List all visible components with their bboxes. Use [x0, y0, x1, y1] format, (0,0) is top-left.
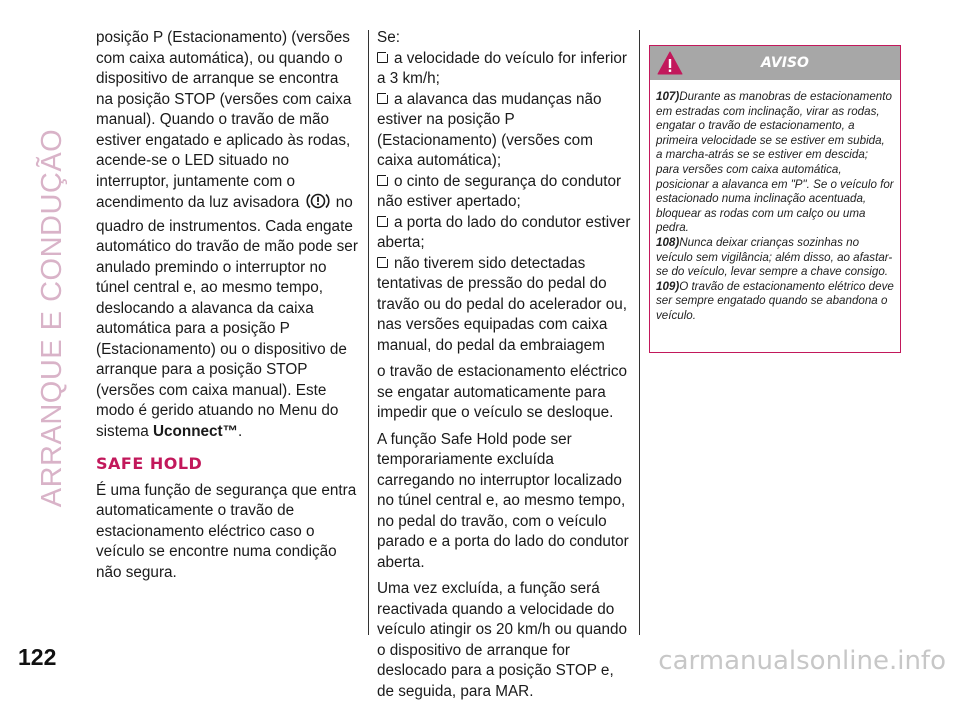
checkbox-bullet-icon: [377, 216, 388, 227]
warning-number: 108): [656, 235, 680, 249]
list-item: [377, 49, 631, 90]
list-item: [377, 172, 631, 213]
text-column-middle: [377, 28, 631, 708]
warning-item: [656, 236, 894, 280]
paragraph: [96, 28, 358, 442]
checkbox-bullet-icon: [377, 175, 388, 186]
section-title: ARRANQUE E CONDUÇÃO: [36, 128, 68, 508]
list-item-text: o cinto de segurança do condutor não estiver apertado;: [377, 172, 622, 210]
list-item: [377, 90, 631, 172]
warning-text: Nunca deixar crianças sozinhas no veículo sem vigilância; além disso, ao afastar-se do veículo, levar sempre a chave consigo.: [656, 235, 893, 279]
paragraph-intro: Se:: [377, 29, 400, 46]
paragraph: o travão de estacionamento eléctrico se engatar automaticamente para impedir que o veículo se desloque.: [377, 363, 627, 421]
checkbox-bullet-icon: [377, 257, 388, 268]
checkbox-bullet-icon: [377, 52, 388, 63]
warning-body: [650, 80, 900, 324]
warning-header: [650, 46, 900, 80]
list-item: [377, 254, 631, 357]
list-item: [377, 213, 631, 254]
page-number: 122: [18, 644, 57, 670]
parking-brake-warning-icon: [306, 192, 330, 217]
list-item-text: a velocidade do veículo for inferior a 3 km/h;: [377, 49, 627, 87]
column-divider: [639, 30, 640, 635]
list-item-text: a alavanca das mudanças não estiver na posição P (Estacionamento) (versões com caixa automática);: [377, 90, 602, 169]
paragraph-end: .: [237, 422, 243, 440]
column-divider: [368, 30, 369, 635]
system-name: Uconnect™: [152, 422, 238, 440]
warning-number: 109): [656, 279, 680, 293]
section-heading: SAFE HOLD: [96, 454, 203, 473]
warning-item: [656, 280, 894, 324]
warning-box: [649, 45, 901, 353]
warning-title: AVISO: [761, 55, 809, 71]
warning-text: Durante as manobras de estacionamento em estradas com inclinação, virar as rodas, engatar o travão de estacionamento, a primeira velocidade se se estiver em subida, a marcha-atrás se se estiver em descida; para versões com caixa automática, posicionar a alavanca em "P". Se o veículo for estacionado numa inclinação acentuada, bloquear as rodas com um calço ou uma pedra.: [656, 90, 894, 235]
paragraph: A função Safe Hold pode ser temporariamente excluída carregando no interruptor localizado no túnel central e, ao mesmo tempo, no pedal do travão, com o veículo parado e a porta do lado do condutor aberta.: [377, 430, 629, 571]
bullet-list: [377, 49, 631, 357]
paragraph: Uma vez excluída, a função será reactivada quando a velocidade do veículo atingir os 20 km/h ou quando o dispositivo de arranque for deslocado para a posição STOP e, de seguida, para MAR.: [377, 580, 628, 700]
list-item-text: a porta do lado do condutor estiver aberta;: [377, 213, 631, 251]
list-item-text: não tiverem sido detectadas tentativas de pressão do pedal do travão ou do pedal do acelerador ou, nas versões equipadas com caixa manual, do pedal da embraiagem: [377, 254, 628, 354]
text-column-left: [96, 28, 358, 589]
paragraph-text: no quadro de instrumentos. Cada engate automático do travão de mão pode ser anulado premindo o interruptor no túnel central e, ao mesmo tempo, deslocando a alavanca da caixa automática para a posição P (Estacionamento) ou o dispositivo de arranque para a posição STOP (versões com caixa manual). Este modo é gerido atuando no Menu do sistema: [96, 194, 358, 440]
watermark: carmanualsonline.info: [658, 646, 946, 676]
warning-text: O travão de estacionamento elétrico deve ser sempre engatado quando se abandona o veículo.: [656, 279, 894, 322]
checkbox-bullet-icon: [377, 93, 388, 104]
paragraph-text: posição P (Estacionamento) (versões com caixa automática), ou quando o dispositivo de arranque se encontra na posição STOP (versões com caixa manual). Quando o travão de mão estiver engatado e aplicado às rodas, acende-se o LED situado no interruptor, juntamente com o acendimento da luz avisadora: [96, 29, 352, 211]
warning-number: 107): [656, 90, 680, 103]
paragraph: É uma função de segurança que entra automaticamente o travão de estacionamento eléctrico caso o veículo se encontre numa condição não segura.: [96, 481, 357, 581]
warning-item: [656, 90, 894, 236]
